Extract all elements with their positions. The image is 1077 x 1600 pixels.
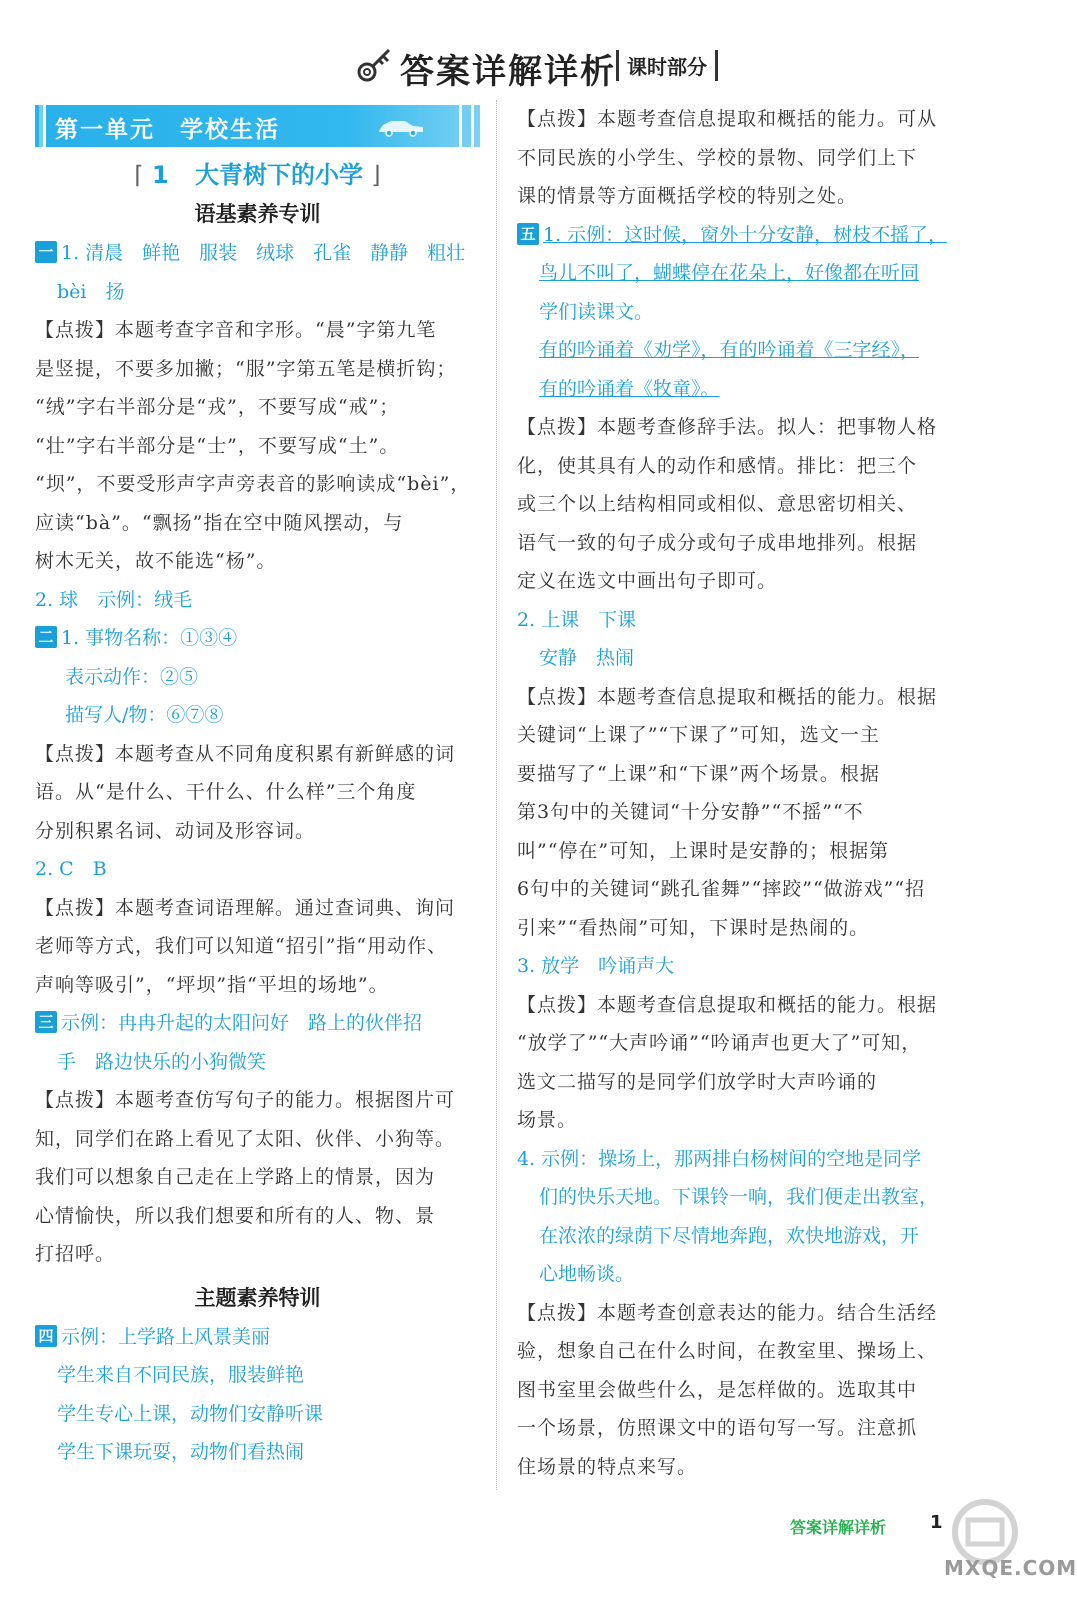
explanation-line: 打招呼。 — [35, 1243, 116, 1265]
explanation-line: 定义在选文中画出句子即可。 — [517, 570, 778, 592]
explanation-line: 场景。 — [517, 1109, 578, 1131]
explanation-line: 住场景的特点来写。 — [517, 1455, 698, 1478]
explanation-line: 我们可以想象自己走在上学路上的情景，因为 — [35, 1166, 436, 1188]
answer-line: 学生专心上课，动物们安静听课 — [57, 1402, 324, 1425]
explanation-line: 知，同学们在路上看见了太阳、伙伴、小狗等。 — [35, 1127, 456, 1150]
explanation-line: 树木无关，故不能选“杨”。 — [35, 550, 277, 572]
key-icon — [355, 46, 395, 86]
banner-stripe — [467, 105, 474, 147]
explanation-line: 验，想象自己在什么时间，在教室里、操场上、 — [517, 1340, 938, 1362]
explanation-line: 6句中的关键词“跳孔雀舞”“摔跤”“做游戏”“招 — [517, 878, 926, 900]
answer-line: 学们读课文。 — [539, 300, 654, 323]
explanation-line: 【点拨】本题考查修辞手法。拟人：把事物人格 — [517, 416, 938, 438]
explanation-line: 不同民族的小学生、学校的景物、同学们上下 — [517, 146, 918, 169]
explanation-line: 【点拨】本题考查信息提取和概括的能力。根据 — [517, 685, 938, 708]
answer-line: 安静 热闹 — [539, 647, 635, 669]
section-marker: 二 — [35, 626, 57, 648]
explanation-line: 【点拨】本题考查创意表达的能力。结合生活经 — [517, 1301, 938, 1324]
answer-line: 学生下课玩耍，动物们看热闹 — [57, 1441, 305, 1463]
explanation-line: “坝”，不要受形声字声旁表音的影响读成“bèi”， — [35, 473, 471, 495]
explanation-line: 应读“bà”。“飘扬”指在空中随风摆动，与 — [35, 511, 404, 534]
car-icon — [375, 117, 427, 137]
section-marker: 四 — [35, 1325, 57, 1347]
answer-line: 表示动作：②⑤ — [65, 665, 199, 688]
explanation-line: 【点拨】本题考查词语理解。通过查词典、询问 — [35, 896, 456, 919]
answer-line: bèi 扬 — [57, 280, 125, 303]
lesson-number: 1 — [151, 161, 169, 189]
unit-banner — [35, 105, 480, 147]
watermark-text: MXQE.COM — [944, 1556, 1077, 1580]
explanation-line: 第3句中的关键词“十分安静”“不摇”“不 — [517, 801, 864, 823]
explanation-line: 选文二描写的是同学们放学时大声吟诵的 — [517, 1070, 878, 1093]
answer-text: 1. 事物名称：①③④ — [61, 627, 238, 649]
page-number: 1 — [930, 1512, 943, 1533]
answer-text: 1. 示例：这时候，窗外十分安静，树枝不摇了， — [543, 223, 948, 246]
banner-stripe — [39, 105, 46, 147]
explanation-line: 老师等方式，我们可以知道“招引”指“用动作、 — [35, 935, 448, 957]
explanation-line: 声响等吸引”，“坪坝”指“平坦的场地”。 — [35, 973, 389, 996]
explanation-line: 叫”“停在”可知，上课时是安静的；根据第 — [517, 839, 890, 862]
lesson-title: 大青树下的小学 — [195, 161, 364, 189]
answer-line: 心地畅谈。 — [539, 1263, 635, 1285]
answer-line: 在浓浓的绿荫下尽情地奔跑，欢快地游戏，开 — [539, 1224, 920, 1247]
banner-stripe — [455, 105, 462, 147]
bracket-right: ⌋ — [371, 161, 381, 189]
right-column — [517, 100, 967, 1486]
left-column — [35, 100, 480, 1472]
explanation-line: 【点拨】本题考查字音和字形。“晨”字第九笔 — [35, 319, 437, 341]
answer-line: 有的吟诵着《劝学》，有的吟诵着《三字经》， — [539, 339, 920, 361]
explanation-line: 分别积累名词、动词及形容词。 — [35, 819, 316, 842]
page-subtitle: 课时部分 — [616, 50, 718, 81]
answer-line: 有的吟诵着《牧童》。 — [539, 377, 720, 400]
answer-line: 鸟儿不叫了，蝴蝶停在花朵上，好像都在听同 — [539, 262, 920, 284]
explanation-line: 【点拨】本题考查信息提取和概括的能力。可从 — [517, 108, 938, 130]
page-header — [0, 38, 1049, 98]
lesson-heading — [35, 155, 480, 190]
section-marker: 一 — [35, 241, 57, 263]
explanation-line: 课的情景等方面概括学校的特别之处。 — [517, 185, 858, 207]
explanation-line: 【点拨】本题考查信息提取和概括的能力。根据 — [517, 993, 938, 1016]
explanation-line: 一个场景，仿照课文中的语句写一写。注意抓 — [517, 1417, 918, 1439]
answer-line: 2. C B — [35, 858, 107, 880]
answer-line — [35, 619, 480, 658]
explanation-line: 化，使其具有人的动作和感情。排比：把三个 — [517, 454, 918, 477]
explanation-line: 要描写了“上课”和“下课”两个场景。根据 — [517, 762, 880, 785]
explanation-line: 引来”“看热闹”可知，下课时是热闹的。 — [517, 916, 870, 939]
explanation-line: 语。从“是什么、干什么、什么样”三个角度 — [35, 781, 417, 803]
section-marker: 三 — [35, 1011, 57, 1033]
explanation-line: 语气一致的句子成分或句子成串地排列。根据 — [517, 531, 918, 554]
explanation-line: “壮”字右半部分是“士”，不要写成“土”。 — [35, 434, 400, 457]
explanation-line: 图书室里会做些什么，是怎样做的。选取其中 — [517, 1378, 918, 1401]
unit-title: 第一单元 学校生活 — [55, 117, 280, 143]
bracket-left: ⌈ — [134, 161, 144, 189]
column-divider — [496, 100, 497, 1490]
explanation-line: “放学了”“大声吟诵”“吟诵声也更大了”可知， — [517, 1032, 922, 1054]
answer-line — [35, 234, 480, 273]
explanation-line: 【点拨】本题考查从不同角度积累有新鲜感的词 — [35, 742, 456, 765]
explanation-line: “绒”字右半部分是“戎”，不要写成“戒”； — [35, 396, 400, 418]
answer-line: 3. 放学 吟诵声大 — [517, 955, 675, 977]
answer-line: 2. 球 示例：绒毛 — [35, 588, 193, 611]
footer-label: 答案详解详析 — [790, 1518, 887, 1537]
explanation-line: 【点拨】本题考查仿写句子的能力。根据图片可 — [35, 1089, 456, 1111]
explanation-line: 或三个以上结构相同或相似、意思密切相关、 — [517, 493, 918, 515]
explanation-line: 是竖提，不要多加撇；“服”字第五笔是横折钩； — [35, 357, 457, 380]
answer-text: 示例：冉冉升起的太阳问好 路上的伙伴招 — [61, 1012, 423, 1034]
answer-line — [517, 216, 967, 255]
section-marker: 五 — [517, 223, 539, 245]
answer-line: 手 路边快乐的小狗微笑 — [57, 1050, 267, 1073]
page-title: 答案详解详析 — [400, 52, 616, 92]
answer-line — [35, 1004, 480, 1043]
explanation-line: 关键词“上课了”“下课了”可知，选文一主 — [517, 724, 880, 746]
answer-line: 2. 上课 下课 — [517, 608, 637, 631]
answer-text: 1. 清晨 鲜艳 服装 绒球 孔雀 静静 粗壮 — [61, 242, 466, 264]
answer-line: 描写人/物：⑥⑦⑧ — [65, 704, 224, 726]
section-title: 主题素养特训 — [194, 1285, 321, 1310]
answer-line — [35, 1318, 480, 1357]
answer-line: 4. 示例：操场上，那两排白杨树间的空地是同学 — [517, 1147, 922, 1170]
section-title: 语基素养专训 — [194, 202, 321, 226]
answer-line: 学生来自不同民族，服装鲜艳 — [57, 1364, 305, 1386]
answer-line: 们的快乐天地。下课铃一响，我们便走出教室， — [539, 1186, 939, 1208]
answer-text: 示例：上学路上风景美丽 — [61, 1325, 271, 1348]
explanation-line: 心情愉快，所以我们想要和所有的人、物、景 — [35, 1204, 436, 1227]
